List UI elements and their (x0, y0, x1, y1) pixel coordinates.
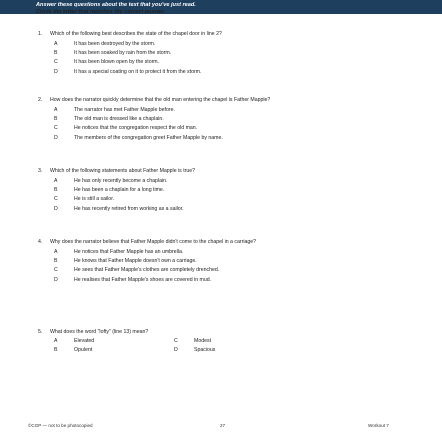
option-letter[interactable]: D (174, 347, 178, 354)
question-4 (38, 239, 328, 285)
option-letter[interactable]: C (54, 267, 58, 274)
option-text: He has only recently become a chaplain. (74, 178, 168, 184)
question-text: Why does the narrator believe that Father Mapple didn't come to the chapel in a carriage? (50, 239, 257, 245)
option[interactable] (54, 257, 328, 266)
option[interactable] (54, 134, 328, 143)
option-letter[interactable]: B (54, 116, 58, 123)
option-text: It has been blown open by the storm. (74, 59, 160, 66)
question-text: Which of the following statements about Father Mapple is true? (50, 168, 196, 174)
option-letter[interactable]: B (54, 258, 58, 265)
option-text: He is still a sailor. (74, 196, 115, 203)
option[interactable] (54, 58, 368, 67)
option[interactable] (54, 115, 328, 124)
option-text: He has recently retired from working as a sailor. (74, 205, 184, 212)
option[interactable] (54, 177, 368, 186)
option-text: Opulent (74, 347, 93, 354)
option-text: The narrator has met Father Mapple before. (74, 107, 175, 113)
option-text: Modest (194, 338, 212, 344)
question-number: 5. (38, 329, 43, 335)
option[interactable] (174, 347, 294, 354)
option-text: Elevated (74, 338, 95, 344)
option[interactable] (54, 106, 328, 115)
instruction-line-2: Circle the letter that matches the correct answer. (36, 9, 166, 15)
option[interactable] (54, 248, 328, 257)
page-number: 27 (220, 423, 226, 428)
workout-label: Workout 7 (368, 423, 389, 428)
option-text: He has been a chaplain for a long time. (74, 187, 165, 194)
question-number: 1. (38, 31, 43, 37)
option[interactable] (54, 186, 368, 195)
option-letter[interactable]: C (54, 196, 58, 203)
question-number: 2. (38, 97, 43, 103)
instructions (36, 2, 196, 16)
option[interactable] (54, 338, 174, 345)
option-text: He sees that Father Mapple's clothes are completely drenched. (74, 267, 220, 274)
option-letter[interactable]: C (54, 59, 58, 66)
option-letter[interactable]: A (54, 41, 58, 47)
option-letter[interactable]: C (54, 125, 58, 132)
option[interactable] (54, 205, 368, 214)
option-letter[interactable]: D (54, 68, 58, 75)
option-text: He realises that Father Mapple's shoes are covered in mud. (74, 276, 212, 283)
option-letter[interactable]: B (54, 50, 58, 57)
option[interactable] (54, 40, 368, 49)
question-1 (38, 31, 368, 77)
question-text: How does the narrator quickly determine that the old man entering the chapel is Father Mapple? (50, 97, 271, 103)
option-letter[interactable]: B (54, 347, 58, 354)
option-text: Spacious (194, 347, 216, 354)
option[interactable] (174, 338, 294, 345)
instruction-line-1: Answer these questions about the text that you've just read. (36, 2, 196, 8)
option-letter[interactable]: C (174, 338, 178, 344)
option-text: It has been soaked by rain from the storm. (74, 50, 172, 57)
option-letter[interactable]: A (54, 338, 58, 344)
copyright-notice: ©CGP — not to be photocopied (28, 423, 93, 428)
option-text: He knows that Father Mapple doesn't own a carriage. (74, 258, 197, 265)
option[interactable] (54, 49, 368, 58)
option-text: The members of the congregation greet Father Mapple by name. (74, 134, 223, 141)
question-number: 4. (38, 239, 43, 245)
option-text: It has a special coating on it to protect it from the storm. (74, 68, 202, 75)
question-2 (38, 97, 328, 143)
question-text: What does the word "lofty" (line 13) mean? (50, 329, 149, 335)
option-text: The old man is dressed like a chaplain. (74, 116, 164, 123)
option-letter[interactable]: D (54, 134, 58, 141)
option-letter[interactable]: A (54, 178, 58, 184)
option[interactable] (54, 276, 328, 285)
question-5 (38, 329, 368, 354)
option[interactable] (54, 347, 174, 354)
option-text: He notices that the congregation respect the old man. (74, 125, 198, 132)
option-letter[interactable]: B (54, 187, 58, 194)
question-3 (38, 168, 368, 214)
option-letter[interactable]: A (54, 107, 58, 113)
option[interactable] (54, 195, 368, 204)
question-text: Which of the following best describes the state of the chapel door in line 2? (50, 31, 222, 37)
option-letter[interactable]: A (54, 249, 58, 255)
question-number: 3. (38, 168, 43, 174)
option[interactable] (54, 68, 368, 77)
option[interactable] (54, 266, 328, 275)
option-text: It has been destroyed by the storm. (74, 41, 156, 47)
option-letter[interactable]: D (54, 276, 58, 283)
option-letter[interactable]: D (54, 205, 58, 212)
option-text: He notices that Father Mapple has an umbrella. (74, 249, 184, 255)
option[interactable] (54, 124, 328, 133)
